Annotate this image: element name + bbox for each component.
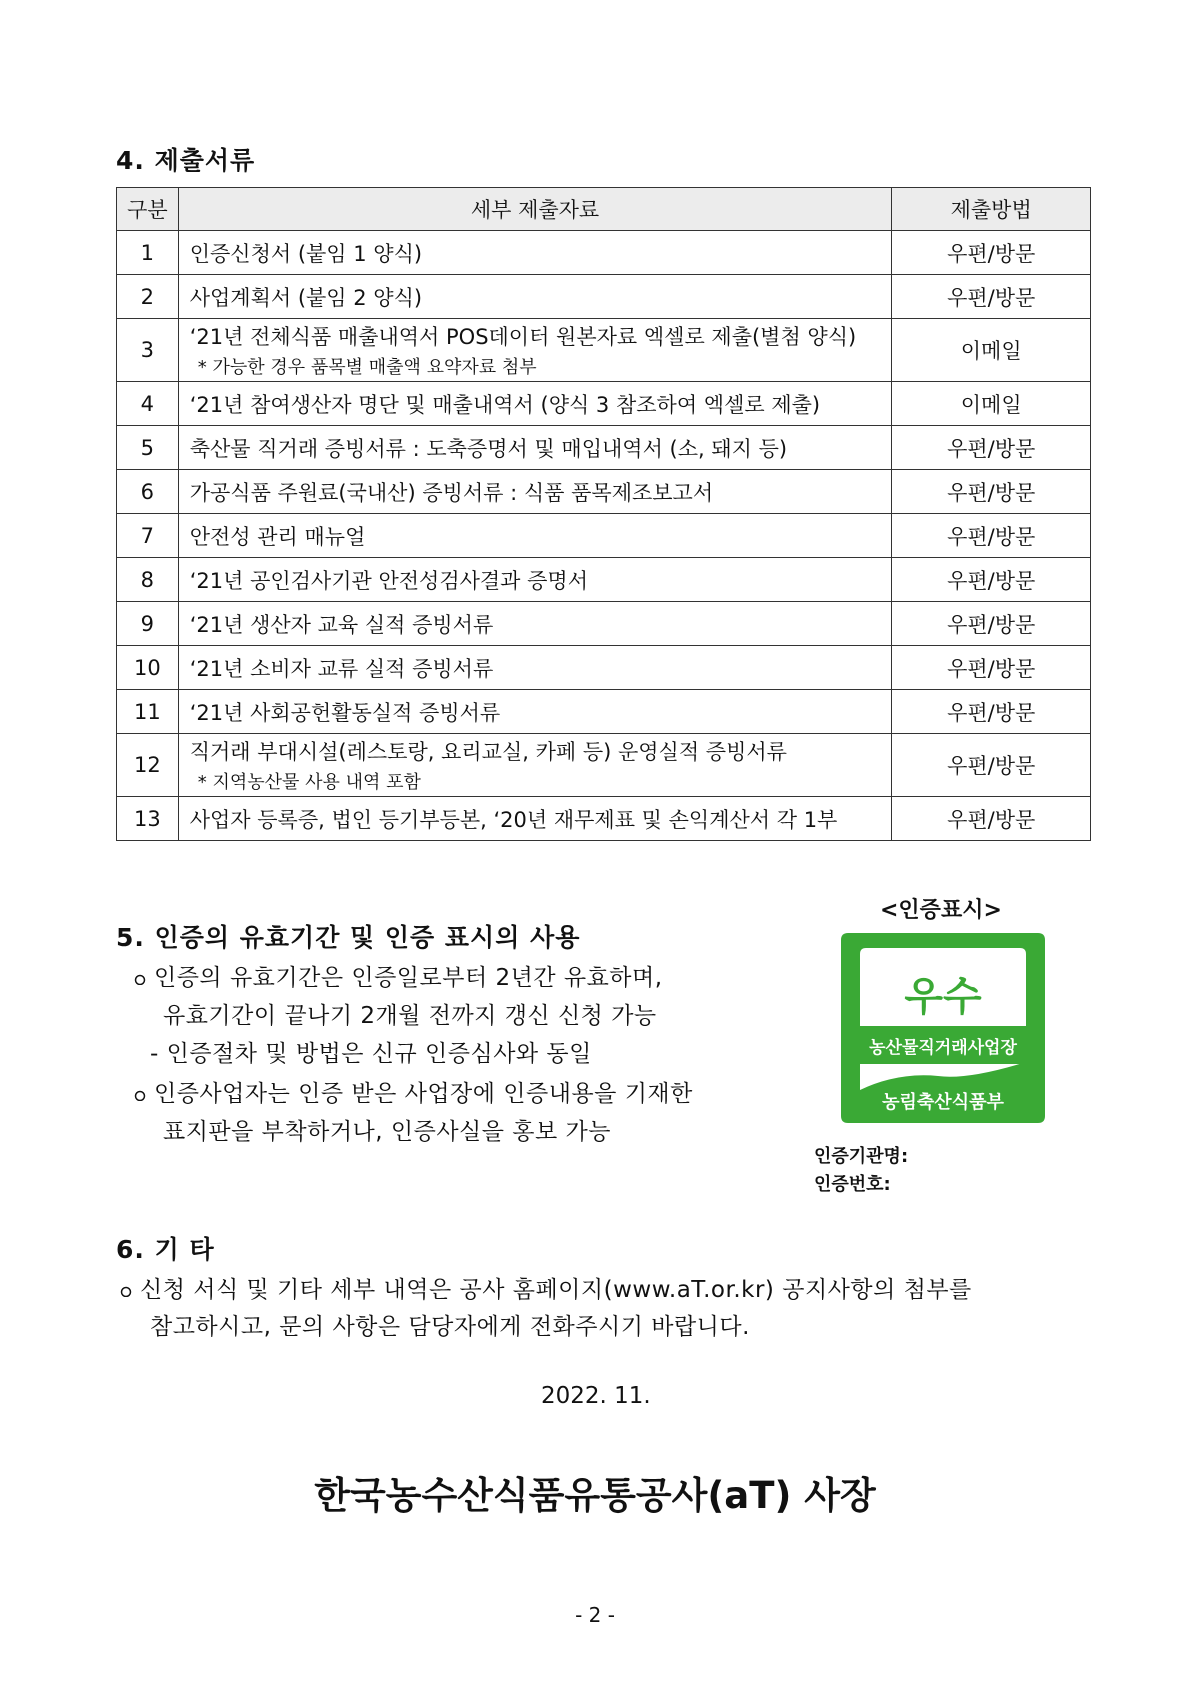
row-method: 이메일 (892, 382, 1091, 426)
section5-line-2: 유효기간이 끝나기 2개월 전까지 갱신 신청 가능 (163, 1003, 657, 1029)
row-note: * 가능한 경우 품목별 매출액 요약자료 첨부 (197, 357, 537, 378)
submission-documents-table (116, 187, 1091, 841)
header-no: 구분 (117, 188, 179, 231)
certification-agency-label: 인증기관명: (814, 1146, 909, 1167)
mark-big-text: 우수 (904, 974, 982, 1020)
certification-mark-icon (838, 930, 1048, 1126)
table-header-row (117, 188, 1091, 231)
row-method: 우편/방문 (892, 426, 1091, 470)
table-row (117, 319, 1091, 382)
section6-title: 6. 기 타 (116, 1235, 215, 1264)
mark-band-text: 농산물직거래사업장 (869, 1038, 1017, 1058)
row-method: 우편/방문 (892, 275, 1091, 319)
row-detail (178, 231, 892, 275)
row-number: 3 (117, 319, 179, 382)
row-detail-text: 직거래 부대시설(레스토랑, 요리교실, 카페 등) 운영실적 증빙서류 (189, 740, 787, 764)
table-row (117, 734, 1091, 797)
row-detail-text: ‘21년 사회공헌활동실적 증빙서류 (189, 700, 501, 725)
table-row (117, 646, 1091, 690)
row-method: 우편/방문 (892, 690, 1091, 734)
table-row (117, 797, 1091, 841)
row-method: 우편/방문 (892, 797, 1091, 841)
section5-line-4: 인증사업자는 인증 받은 사업장에 인증내용을 기재한 (132, 1075, 693, 1108)
row-detail (178, 426, 892, 470)
table-row (117, 382, 1091, 426)
row-detail-text: 인증신청서 (붙임 1 양식) (189, 241, 423, 266)
row-detail-text: 가공식품 주원료(국내산) 증빙서류 : 식품 품목제조보고서 (189, 480, 714, 505)
circle-bullet-icon (118, 1286, 140, 1297)
row-detail-text: 축산물 직거래 증빙서류 : 도축증명서 및 매입내역서 (소, 돼지 등) (189, 436, 788, 461)
row-number: 5 (117, 426, 179, 470)
table-row (117, 426, 1091, 470)
row-detail (178, 470, 892, 514)
table-row (117, 514, 1091, 558)
row-method: 우편/방문 (892, 558, 1091, 602)
row-detail (178, 382, 892, 426)
table-row (117, 231, 1091, 275)
table-row (117, 470, 1091, 514)
row-method: 우편/방문 (892, 646, 1091, 690)
row-method: 이메일 (892, 319, 1091, 382)
table-row (117, 690, 1091, 734)
row-detail-text: 사업계획서 (붙임 2 양식) (189, 285, 423, 310)
row-detail-text: ‘21년 소비자 교류 실적 증빙서류 (189, 656, 494, 681)
row-detail-text: ‘21년 생산자 교육 실적 증빙서류 (189, 612, 494, 637)
section5-line-5: 표지판을 부착하거나, 인증사실을 홍보 가능 (163, 1119, 611, 1145)
row-detail (178, 514, 892, 558)
row-number: 4 (117, 382, 179, 426)
row-detail-text: 안전성 관리 매뉴얼 (189, 524, 366, 549)
row-number: 9 (117, 602, 179, 646)
row-detail (178, 646, 892, 690)
row-number: 12 (117, 734, 179, 797)
row-detail-text: ‘21년 전체식품 매출내역서 POS데이터 원본자료 엑셀로 제출(별첨 양식) (189, 325, 857, 349)
section4-title: 4. 제출서류 (116, 146, 256, 175)
table-row (117, 602, 1091, 646)
row-note: * 지역농산물 사용 내역 포함 (197, 772, 421, 793)
section6-line-1: 신청 서식 및 기타 세부 내역은 공사 홈페이지(www.aT.or.kr) 공지사항의 첨부를 (118, 1271, 972, 1304)
section5-line-1: 인증의 유효기간은 인증일로부터 2년간 유효하며, (132, 959, 663, 992)
row-detail (178, 690, 892, 734)
certification-mark-title: <인증표시> (880, 898, 1002, 923)
row-method: 우편/방문 (892, 231, 1091, 275)
section6-line-2: 참고하시고, 문의 사항은 담당자에게 전화주시기 바랍니다. (150, 1314, 750, 1340)
table-body (117, 231, 1091, 841)
header-detail: 세부 제출자료 (178, 188, 892, 231)
row-number: 11 (117, 690, 179, 734)
certification-number-label: 인증번호: (814, 1174, 891, 1195)
row-method: 우편/방문 (892, 470, 1091, 514)
row-number: 8 (117, 558, 179, 602)
row-number: 7 (117, 514, 179, 558)
row-detail (178, 558, 892, 602)
row-number: 10 (117, 646, 179, 690)
row-number: 1 (117, 231, 179, 275)
section5-title: 5. 인증의 유효기간 및 인증 표시의 사용 (116, 923, 581, 952)
row-method: 우편/방문 (892, 602, 1091, 646)
row-detail (178, 797, 892, 841)
row-number: 2 (117, 275, 179, 319)
table-row (117, 558, 1091, 602)
row-method: 우편/방문 (892, 734, 1091, 797)
row-number: 13 (117, 797, 179, 841)
row-detail-text: ‘21년 참여생산자 명단 및 매출내역서 (양식 3 참조하여 엑셀로 제출) (189, 392, 821, 417)
row-detail (178, 602, 892, 646)
section5-line-3: - 인증절차 및 방법은 신규 인증심사와 동일 (150, 1041, 592, 1067)
header-method: 제출방법 (892, 188, 1091, 231)
row-number: 6 (117, 470, 179, 514)
row-detail (178, 319, 892, 382)
document-date: 2022. 11. (541, 1383, 651, 1409)
row-detail-text: ‘21년 공인검사기관 안전성검사결과 증명서 (189, 568, 589, 593)
circle-bullet-icon (132, 1090, 154, 1101)
page-number: - 2 - (575, 1603, 615, 1627)
issuer-name: 한국농수산식품유통공사(aT) 사장 (314, 1474, 876, 1517)
mark-ministry-text: 농림축산식품부 (882, 1092, 1004, 1113)
table-row (117, 275, 1091, 319)
row-detail (178, 734, 892, 797)
row-detail-text: 사업자 등록증, 법인 등기부등본, ‘20년 재무제표 및 손익계산서 각 1부 (189, 807, 838, 832)
row-method: 우편/방문 (892, 514, 1091, 558)
row-detail (178, 275, 892, 319)
circle-bullet-icon (132, 974, 154, 985)
